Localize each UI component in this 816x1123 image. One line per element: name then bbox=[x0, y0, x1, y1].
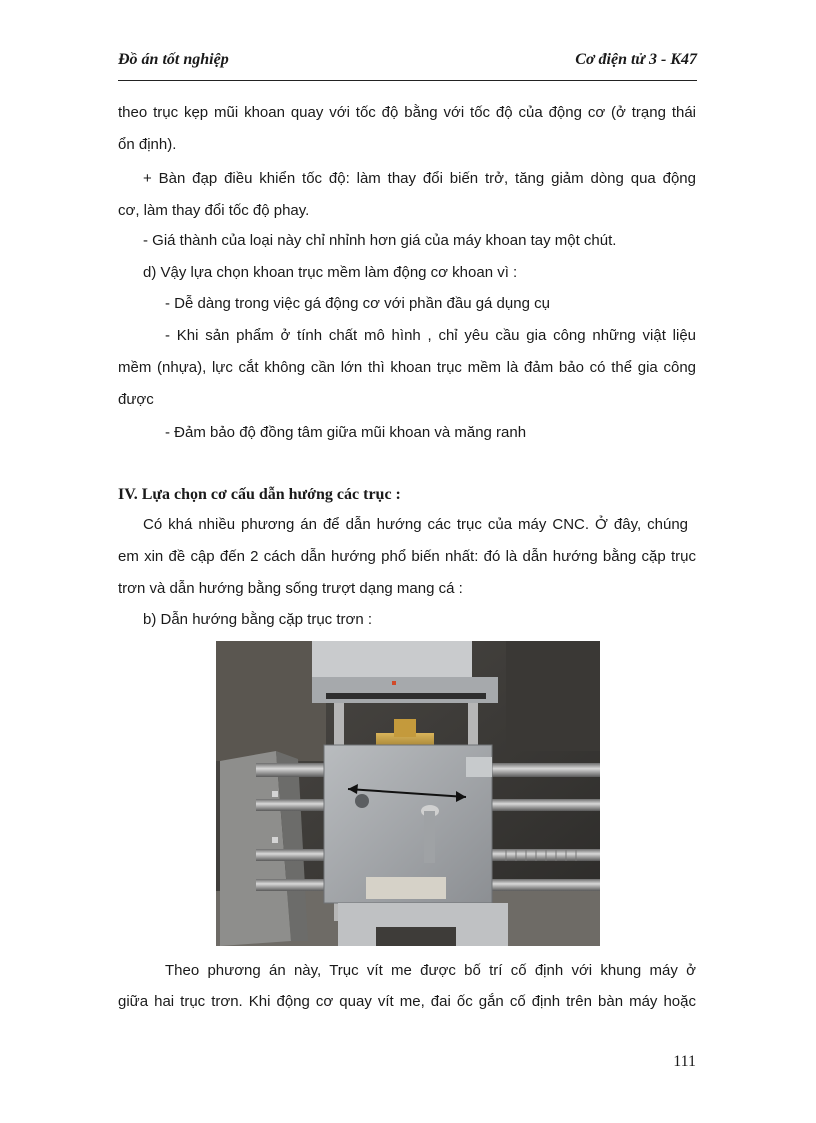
body-line: mềm (nhựa), lực cắt không cần lớn thì khoan trục mềm là đảm bảo có thể gia công bbox=[118, 359, 696, 376]
body-line: - Giá thành của loại này chỉ nhỉnh hơn giá của máy khoan tay một chút. bbox=[143, 232, 617, 249]
body-line: - Dễ dàng trong việc gá động cơ với phần đầu gá dụng cụ bbox=[165, 295, 550, 312]
body-line: được bbox=[118, 391, 154, 408]
section-line: em xin đề cập đến 2 cách dẫn hướng phổ biến nhất: đó là dẫn hướng bằng cặp trục bbox=[118, 548, 696, 565]
header-right: Cơ điện tử 3 - K47 bbox=[575, 51, 697, 68]
body-line: cơ, làm thay đổi tốc độ phay. bbox=[118, 202, 310, 219]
body-line: theo trục kẹp mũi khoan quay với tốc độ bằng với tốc độ của động cơ (ở trạng thái bbox=[118, 104, 696, 121]
body-line: giữa hai trục trơn. Khi động cơ quay vít me, đai ốc gắn cố định trên bàn máy hoặc bbox=[118, 993, 696, 1010]
body-line: + Bàn đạp điều khiển tốc độ: làm thay đổi biến trở, tăng giảm dòng qua động bbox=[143, 170, 696, 187]
body-line: d) Vậy lựa chọn khoan trục mềm làm động cơ khoan vì : bbox=[143, 264, 518, 281]
body-line: - Khi sản phẩm ở tính chất mô hình , chỉ yêu cầu gia công những viật liệu bbox=[165, 327, 696, 344]
header-left: Đồ án tốt nghiệp bbox=[118, 51, 229, 68]
body-line: Theo phương án này, Trục vít me được bố trí cố định với khung máy ở bbox=[165, 962, 696, 979]
section-line: trơn và dẫn hướng bằng sống trượt dạng mang cá : bbox=[118, 580, 463, 597]
section-heading: IV. Lựa chọn cơ cấu dẫn hướng các trục : bbox=[118, 486, 401, 503]
header-divider bbox=[118, 80, 697, 81]
body-line: - Đảm bảo độ đồng tâm giữa mũi khoan và măng ranh bbox=[165, 424, 527, 441]
section-line: b) Dẫn hướng bằng cặp trục trơn : bbox=[143, 611, 372, 628]
section-line: Có khá nhiều phương án để dẫn hướng các trục của máy CNC. Ở đây, chúng bbox=[143, 516, 688, 533]
guide-rail-photo bbox=[216, 641, 600, 946]
page-number: 111 bbox=[673, 1053, 696, 1070]
body-line: ổn định). bbox=[118, 136, 177, 153]
